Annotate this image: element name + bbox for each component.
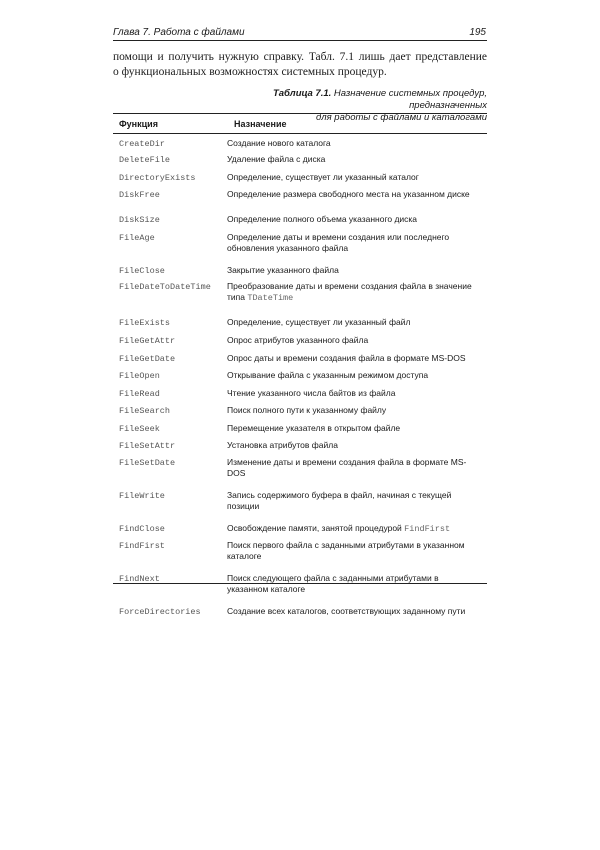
function-description: Определение размера свободного места на указанном диске — [227, 189, 470, 199]
function-description: Освобождение памяти, занятой процедурой FindFirst — [227, 523, 451, 534]
function-description: Преобразование даты и времени создания файла в значение типа TDateTime — [227, 281, 472, 303]
function-name: FileDateToDateTime — [119, 282, 211, 292]
table-row — [113, 388, 487, 400]
table-row — [113, 606, 487, 618]
function-description: Поиск полного пути к указанному файлу — [227, 405, 387, 415]
function-description: Установка атрибутов файла — [227, 440, 338, 450]
function-name: CreateDir — [119, 139, 165, 149]
function-name: FindClose — [119, 524, 165, 534]
function-name: FileSetAttr — [119, 441, 176, 451]
function-description: Поиск следующего файла с заданными атрибутами в указанном каталоге — [227, 573, 439, 594]
table-row — [113, 265, 487, 277]
table-row — [113, 457, 487, 479]
function-name: FileSearch — [119, 406, 171, 416]
table-header-rule — [113, 133, 487, 134]
function-description: Закрытие указанного файла — [227, 265, 339, 275]
function-name: FileWrite — [119, 491, 165, 501]
table-top-rule — [113, 113, 487, 114]
table-row — [113, 214, 487, 226]
chapter-title: Глава 7. Работа с файлами — [113, 27, 245, 38]
function-name: FindNext — [119, 574, 160, 584]
inline-code: FindFirst — [404, 524, 451, 534]
function-description: Удаление файла с диска — [227, 154, 326, 164]
function-description: Определение, существует ли указанный файл — [227, 317, 411, 327]
table-row — [113, 172, 487, 184]
function-name: DeleteFile — [119, 155, 171, 165]
page-number: 195 — [469, 27, 486, 38]
function-name: FileRead — [119, 389, 160, 399]
page-header — [113, 27, 486, 41]
function-description: Определение, существует ли указанный каталог — [227, 172, 419, 182]
function-name: FileClose — [119, 266, 165, 276]
intro-line-2: о функциональных возможностях системных процедур. — [113, 66, 387, 78]
table-row — [113, 281, 487, 304]
intro-line-1: помощи и получить нужную справку. Табл. 7.1 лишь дает представление — [113, 51, 487, 63]
function-name: FileGetDate — [119, 354, 176, 364]
table-bottom-rule — [113, 583, 487, 584]
table-body — [113, 138, 487, 618]
table-row — [113, 540, 487, 562]
function-name: DiskSize — [119, 215, 160, 225]
table-row — [113, 138, 487, 150]
function-description: Чтение указанного числа байтов из файла — [227, 388, 396, 398]
table-row — [113, 573, 487, 595]
function-description: Создание нового каталога — [227, 138, 331, 148]
table-row — [113, 232, 487, 254]
table-row — [113, 490, 487, 512]
function-description: Определение даты и времени создания или последнего обновления указанного файла — [227, 232, 450, 253]
table-row — [113, 440, 487, 452]
intro-paragraph — [113, 50, 487, 80]
function-name: DirectoryExists — [119, 173, 196, 183]
function-name: FileSeek — [119, 424, 160, 434]
table-row — [113, 335, 487, 347]
table-row — [113, 317, 487, 329]
table-row — [113, 423, 487, 435]
inline-code: TDateTime — [247, 293, 294, 303]
function-description: Изменение даты и времени создания файла в формате MS-DOS — [227, 457, 467, 478]
function-description: Создание всех каталогов, соответствующих заданному пути — [227, 606, 466, 616]
function-description: Запись содержимого буфера в файл, начиная с текущей позиции — [227, 490, 452, 511]
function-name: FindFirst — [119, 541, 165, 551]
header-rule — [113, 40, 487, 41]
header-function: Функция — [119, 119, 158, 129]
function-description: Определение полного объема указанного диска — [227, 214, 418, 224]
table-row — [113, 189, 487, 201]
table-row — [113, 154, 487, 166]
caption-title-1: Назначение системных процедур, предназначенных — [331, 88, 487, 111]
table-row — [113, 353, 487, 365]
function-name: FileAge — [119, 233, 155, 243]
function-name: DiskFree — [119, 190, 160, 200]
header-purpose: Назначение — [234, 119, 287, 129]
function-name: FileOpen — [119, 371, 160, 381]
table-row — [113, 523, 487, 535]
caption-label: Таблица 7.1. — [272, 88, 332, 99]
function-description: Перемещение указателя в открытом файле — [227, 423, 401, 433]
function-name: FileGetAttr — [119, 336, 176, 346]
function-name: FileExists — [119, 318, 171, 328]
table-row — [113, 405, 487, 417]
function-description: Открывание файла с указанным режимом доступа — [227, 370, 429, 380]
table-row — [113, 370, 487, 382]
function-name: FileSetDate — [119, 458, 176, 468]
function-description: Поиск первого файла с заданными атрибутами в указанном каталоге — [227, 540, 465, 561]
function-description: Опрос даты и времени создания файла в формате MS-DOS — [227, 353, 466, 363]
function-description: Опрос атрибутов указанного файла — [227, 335, 369, 345]
function-name: ForceDirectories — [119, 607, 201, 617]
caption-title-2: для работы с файлами и каталогами — [315, 112, 487, 123]
